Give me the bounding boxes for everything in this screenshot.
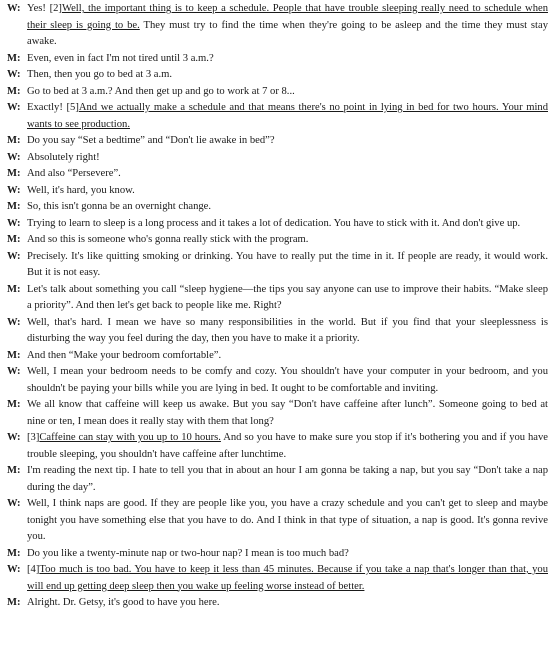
dialogue-text: Well, it's hard, you know.: [27, 184, 135, 196]
speaker-label: W:: [7, 250, 21, 262]
speaker-label: M:: [7, 168, 21, 179]
dialogue-text: [4]: [27, 564, 40, 575]
dialogue-text: Well, that's hard. I mean we have so many responsibilities in the world. But if you find that your sleeplessness is disturbing the way you feel during the day, then you have to make it a priority.: [27, 316, 548, 344]
dialogue-turn: [7, 348, 548, 365]
speaker-label: M:: [7, 201, 21, 212]
dialogue-turn: [7, 51, 548, 68]
dialogue-text: And also “Persevere”.: [27, 168, 121, 179]
dialogue-turn: [7, 249, 548, 282]
speaker-label: M:: [7, 399, 21, 410]
speaker-label: W:: [7, 69, 21, 80]
dialogue-text: Do you like a twenty-minute nap or two-hour nap? I mean is too much bad?: [27, 547, 349, 559]
dialogue-text: They must try to find the time when they're going to be asleep and the time they must stay awake.: [27, 19, 548, 47]
dialogue-turn: [7, 216, 548, 233]
dialogue-turn: [7, 1, 548, 51]
speaker-label: W:: [7, 432, 21, 443]
dialogue-turn: [7, 133, 548, 150]
dialogue-text: Well, I mean your bedroom needs to be comfy and cozy. You shouldn't have your computer in your bedroom, and you shouldn't be paying your bills while you are lying in bed. It ought to be comfortable and inviting.: [27, 366, 548, 394]
dialogue-text: Let's talk about something you call “sleep hygiene—the tips you say anyone can use to improve their habits. “Make sleep a priority”. And then let's get back to people like me. Right?: [27, 283, 548, 311]
speaker-label: M:: [7, 283, 21, 295]
dialogue-text: And then “Make your bedroom comfortable”.: [27, 349, 222, 361]
dialogue-turn: [7, 562, 548, 595]
speaker-label: W:: [7, 366, 21, 377]
dialogue-text: Trying to learn to sleep is a long process and it takes a lot of dedication. You have to stick with it. And don't give up.: [27, 217, 521, 229]
underlined-answer-text: Well, the important thing is to keep a schedule. People that have trouble sleeping really need to schedule when their sleep is going to be.: [27, 3, 548, 31]
dialogue-turn: [7, 232, 548, 249]
dialogue-text: And so you have to make sure you stop if it's bothering you and if you have trouble sleeping, you shouldn't have caffeine after lunchtime.: [27, 432, 548, 460]
dialogue-turn: [7, 67, 548, 84]
dialogue-text: Go to bed at 3 a.m.? And then get up and go to work at 7 or 8...: [27, 85, 295, 97]
speaker-label: W:: [7, 3, 21, 14]
dialogue-text: Alright. Dr. Getsy, it's good to have you here.: [27, 597, 220, 608]
dialogue-turn: [7, 496, 548, 546]
speaker-label: M:: [7, 547, 21, 559]
speaker-label: M:: [7, 597, 21, 608]
speaker-label: M:: [7, 52, 21, 64]
speaker-label: M:: [7, 85, 21, 97]
dialogue-turn: [7, 315, 548, 348]
dialogue-text: And so this is someone who's gonna really stick with the program.: [27, 234, 309, 245]
underlined-answer-text: Too much is too bad. You have to keep it less than 45 minutes. Because if you take a nap that's longer than that, you will end up getting deep sleep then you wake up feeling worse instead of better.: [27, 564, 548, 592]
dialogue-text: [3]: [27, 432, 40, 443]
dialogue-text: Absolutely right!: [27, 151, 100, 163]
speaker-label: W:: [7, 498, 21, 509]
dialogue-turn: [7, 150, 548, 167]
speaker-label: W:: [7, 151, 21, 163]
dialogue-text: Exactly! [5]: [27, 102, 79, 113]
speaker-label: M:: [7, 465, 21, 476]
dialogue-turn: [7, 430, 548, 463]
dialogue-text: Do you say “Set a bedtime” and “Don't lie awake in bed”?: [27, 135, 275, 146]
speaker-label: W:: [7, 316, 21, 328]
dialogue-turn: [7, 595, 548, 612]
underlined-answer-text: Caffeine can stay with you up to 10 hours.: [39, 432, 221, 443]
dialogue-turn: [7, 84, 548, 101]
underlined-answer-text: And we actually make a schedule and that means there's no point in lying in bed for two hours. Your mind wants to see production.: [27, 102, 548, 130]
speaker-label: W:: [7, 102, 21, 113]
dialogue-text: Even, even in fact I'm not tired until 3 a.m.?: [27, 52, 214, 64]
dialogue-text: Well, I think naps are good. If they are people like you, you have a crazy schedule and you can't get to sleep and maybe tonight you have something else that you have to do. And I think in that type of situation, a nap is good. It's gonna revive you.: [27, 498, 548, 542]
dialogue-turn: [7, 282, 548, 315]
dialogue-turn: [7, 463, 548, 496]
dialogue-turn: [7, 364, 548, 397]
dialogue-turn: [7, 199, 548, 216]
speaker-label: W:: [7, 184, 21, 196]
speaker-label: W:: [7, 564, 21, 575]
dialogue-text: Then, then you go to bed at 3 a.m.: [27, 69, 173, 80]
dialogue-text: We all know that caffeine will keep us awake. But you say “Don't have caffeine after lunch”. Someone going to bed at nine or ten, I mean does it really stay with them that long?: [27, 399, 548, 427]
dialogue-turn: [7, 546, 548, 563]
dialogue-text: So, this isn't gonna be an overnight change.: [27, 201, 212, 212]
speaker-label: M:: [7, 135, 21, 146]
dialogue-turn: [7, 183, 548, 200]
speaker-label: M:: [7, 349, 21, 361]
dialogue-text: I'm reading the next tip. I hate to tell you that in about an hour I am gonna be taking a nap, but you say “Don't take a nap during the day”.: [27, 465, 548, 493]
dialogue-turn: [7, 100, 548, 133]
dialogue-turn: [7, 397, 548, 430]
dialogue-turn: [7, 166, 548, 183]
speaker-label: M:: [7, 234, 21, 245]
dialogue-text: Precisely. It's like quitting smoking or drinking. You have to really put the time in it. If people are ready, it would work. But it is not easy.: [27, 250, 548, 278]
dialogue-text: Yes! [2]: [27, 3, 62, 14]
speaker-label: W:: [7, 217, 21, 229]
